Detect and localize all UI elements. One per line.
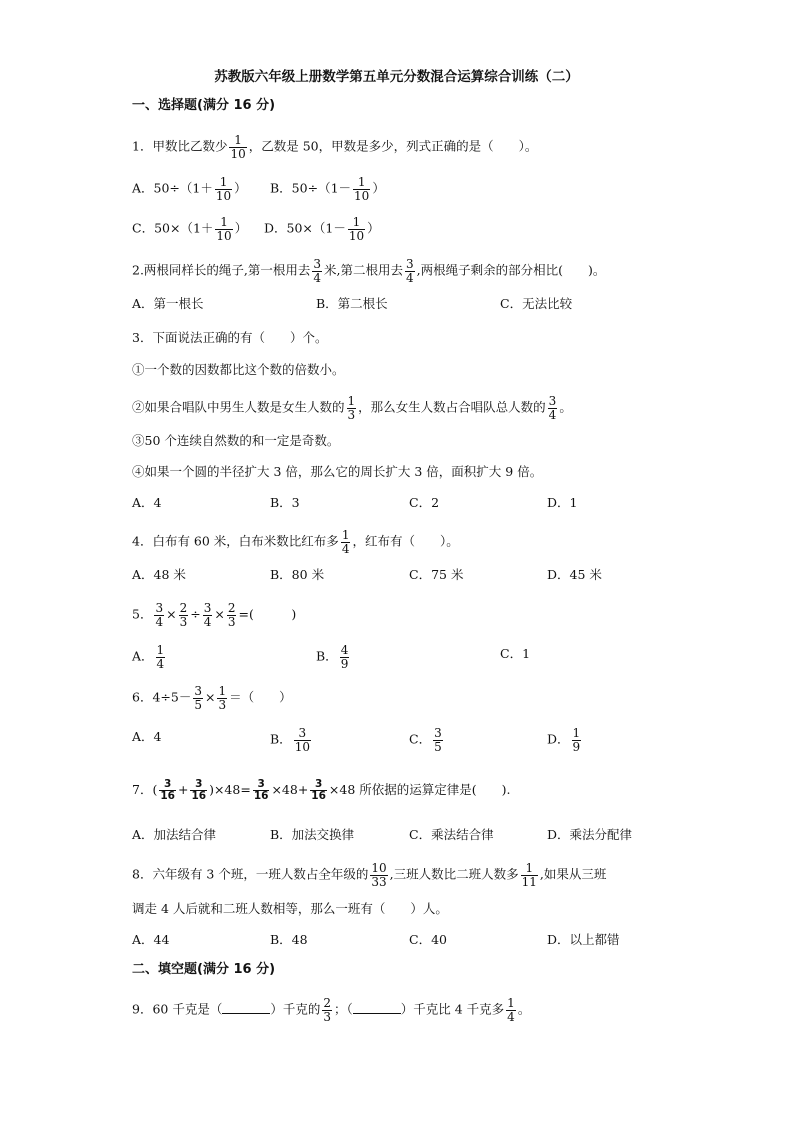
fraction-numerator: 1 [521,862,538,876]
fraction-denominator: 5 [194,697,202,712]
fraction [312,258,322,284]
fraction [203,602,213,628]
fraction-denominator: 5 [434,739,442,754]
fraction-denominator: 4 [203,614,212,629]
fraction [190,779,207,802]
fraction-denominator: 10 [230,146,246,161]
fraction-numerator: 1 [347,394,356,408]
fraction-numerator: 2 [323,996,331,1010]
text-segment: ） [367,220,380,236]
q1-option-b [270,176,385,202]
fraction-numerator: 1 [353,176,370,190]
fraction [215,176,232,202]
fraction-numerator: 3 [294,727,311,741]
fraction [353,176,370,202]
text-segment: ×48+ [271,782,309,798]
text-segment: ）千克比 4 千克多 [400,1001,505,1017]
q8-option-c: C．40 [409,932,447,947]
fraction [572,727,582,753]
fraction-denominator: 10 [216,228,232,243]
fraction-denominator: 3 [323,1009,331,1024]
fraction [506,997,516,1023]
q6-option-a: A．4 [132,729,162,744]
fraction-numerator: 1 [348,216,365,230]
fraction-numerator: 1 [572,726,581,740]
fraction-numerator: 2 [227,601,236,615]
text-segment: B． [270,731,292,747]
fraction [159,779,176,802]
question-1 [132,134,537,160]
q4-option-a: A．48 米 [132,567,186,582]
question-5 [132,602,296,628]
fraction-numerator: 3 [155,601,164,615]
fraction-denominator: 16 [160,790,175,803]
fraction-denominator: 10 [348,228,365,243]
fraction-numerator: 3 [203,601,212,615]
q5-option-a [132,644,167,670]
fraction-denominator: 11 [521,874,537,889]
q4-option-d: D．45 米 [547,567,602,582]
fraction [217,685,227,711]
text-segment: × [204,689,216,705]
text-segment: ②如果合唱队中男生人数是女生人数的 [132,399,345,415]
text-segment: × [166,606,177,622]
q3-option-d: D．1 [547,495,578,510]
fraction-denominator: 4 [313,270,322,285]
fraction-numerator: 3 [159,779,176,791]
question-4 [132,529,459,555]
fraction-numerator: 3 [190,779,207,791]
text-segment: ，红布有（ ）。 [352,533,459,549]
fraction [370,862,387,888]
text-segment: ×48 所依据的运算定律是( ). [328,782,511,798]
text-segment: 5． [132,606,153,622]
text-segment: 7．( [132,782,158,798]
text-segment: + [177,782,189,798]
question-9 [132,997,530,1023]
question-6 [132,685,292,711]
q4-option-b: B．80 米 [270,567,325,582]
question-2 [132,258,605,284]
fraction-denominator: 4 [548,407,557,422]
text-segment: )×48= [209,782,251,798]
fraction-numerator: 1 [229,134,246,148]
fraction [310,779,327,802]
fraction-numerator: 3 [310,779,327,791]
q6-option-b [270,727,313,753]
q8-option-b: B．48 [270,932,308,947]
fraction-numerator: 1 [215,176,232,190]
text-segment: C． [409,731,432,747]
fraction [154,602,164,628]
text-segment: 9．60 千克是（ [132,1001,223,1017]
fraction [229,134,246,160]
q2-option-a: A．第一根长 [132,296,204,311]
fraction-numerator: 3 [434,726,442,740]
question-7 [132,779,511,802]
fraction [193,685,203,711]
fraction-denominator: 9 [340,656,349,671]
fraction-denominator: 10 [215,188,232,203]
q7-option-c: C．乘法结合律 [409,827,494,842]
q3-statement-3: ③50 个连续自然数的和一定是奇数。 [132,433,340,448]
fraction-denominator: 16 [253,790,269,803]
q7-option-d: D．乘法分配律 [547,827,633,842]
q1-option-c [132,216,247,242]
fraction-denominator: 9 [572,739,581,754]
q5-option-c: C．1 [500,646,531,661]
question-3: 3．下面说法正确的有（ ）个。 [132,330,328,345]
text-segment: ＝（ ） [229,689,292,705]
text-segment: ,三班人数比二班人数多 [389,866,519,882]
fraction-numerator: 3 [194,684,202,698]
q1-option-d [264,216,380,242]
fraction-numerator: 1 [215,216,232,230]
fraction-numerator: 3 [313,257,322,271]
fraction [433,727,443,753]
fraction [340,644,350,670]
fraction [227,602,237,628]
fraction-denominator: 16 [191,790,207,803]
text-segment: 8．六年级有 3 个班，一班人数占全年级的 [132,866,369,882]
text-segment: ，乙数是 50，甲数是多少，列式正确的是（ ）。 [248,138,538,154]
text-segment: 。 [559,399,572,415]
fraction-denominator: 4 [341,541,350,556]
q6-option-d [547,727,583,753]
fraction-denominator: 10 [294,739,310,754]
q2-option-c: C．无法比较 [500,296,573,311]
fraction [548,395,558,421]
fraction-denominator: 10 [354,188,370,203]
q3-statement-4: ④如果一个圆的半径扩大 3 倍，那么它的周长扩大 3 倍，面积扩大 9 倍。 [132,464,543,479]
fraction-denominator: 4 [156,656,165,671]
fraction [341,529,351,555]
fraction [215,216,232,242]
q3-option-c: C．2 [409,495,440,510]
fraction-numerator: 2 [179,601,188,615]
text-segment: D． [547,731,570,747]
fraction-denominator: 3 [179,614,188,629]
q2-option-b: B．第二根长 [316,296,388,311]
fraction-numerator: 1 [156,643,165,657]
text-segment: ,如果从三班 [539,866,607,882]
text-segment: B．50÷（1－ [270,180,352,196]
section-heading-choice: 一、选择题(满分 16 分) [132,98,276,113]
q3-statement-2 [132,395,572,421]
fraction-numerator: 1 [507,996,515,1010]
text-segment: A．50÷（1＋ [132,180,213,196]
question-8 [132,862,606,888]
fraction-numerator: 1 [218,684,227,698]
q8-option-d: D．以上都错 [547,932,620,947]
fraction [179,602,189,628]
fraction-denominator: 3 [218,697,227,712]
text-segment: ，那么女生人数占合唱队总人数的 [358,399,546,415]
fraction-numerator: 3 [406,257,414,271]
q3-option-b: B．3 [270,495,300,510]
fraction-denominator: 4 [507,1009,515,1024]
fraction [253,779,270,802]
text-segment: 2.两根同样长的绳子,第一根用去 [132,262,311,278]
page-title: 苏教版六年级上册数学第五单元分数混合运算综合训练（二） [214,69,579,85]
text-segment: ） [234,180,247,196]
fraction-numerator: 10 [371,861,387,875]
q4-option-c: C．75 米 [409,567,464,582]
text-segment: ） [372,180,385,196]
fraction [322,997,332,1023]
q7-option-a: A．加法结合律 [132,827,217,842]
text-segment: ；（ [334,1001,353,1017]
text-segment: A． [132,648,154,664]
q6-option-c [409,727,445,753]
question-8-line-2: 调走 4 人后就和二班人数相等，那么一班有（ ）人。 [132,901,448,916]
q3-statement-1: ①一个数的因数都比这个数的倍数小。 [132,362,345,377]
text-segment: 4．白布有 60 米，白布米数比红布多 [132,533,339,549]
text-segment: ） [234,220,248,236]
fraction-denominator: 3 [227,614,236,629]
fraction-numerator: 1 [341,528,350,542]
q1-option-a [132,176,247,202]
text-segment: 米,第二根用去 [324,262,404,278]
fraction [294,727,311,753]
text-segment: 。 [517,1001,531,1017]
fraction [348,216,365,242]
text-segment: ÷ [190,606,201,622]
text-segment: ）千克的 [270,1001,321,1017]
fraction [156,644,166,670]
text-segment: =( ) [238,606,297,622]
q7-option-b: B．加法交换律 [270,827,355,842]
fraction [521,862,538,888]
fraction-denominator: 4 [155,614,164,629]
text-segment: C．50×（1＋ [132,220,214,236]
fraction-numerator: 3 [253,779,270,791]
q5-option-b [316,644,351,670]
text-segment: ,两根绳子剩余的部分相比( )。 [416,262,606,278]
fraction [347,395,357,421]
text-segment: B． [316,648,338,664]
fraction [405,258,415,284]
fraction-denominator: 16 [311,790,326,803]
text-segment: 1．甲数比乙数少 [132,138,228,154]
section-heading-fill: 二、填空题(满分 16 分) [132,962,276,977]
text-segment: D．50×（1－ [264,220,346,236]
fraction-numerator: 4 [340,643,349,657]
fraction-denominator: 3 [347,407,356,422]
answer-blank[interactable] [353,1001,401,1014]
q3-option-a: A．4 [132,495,162,510]
text-segment: × [214,606,225,622]
fraction-numerator: 3 [548,394,557,408]
fraction-denominator: 4 [406,270,414,285]
fraction-denominator: 33 [371,874,387,889]
text-segment: 6．4÷5－ [132,689,192,705]
q8-option-a: A．44 [132,932,170,947]
answer-blank[interactable] [222,1001,270,1014]
